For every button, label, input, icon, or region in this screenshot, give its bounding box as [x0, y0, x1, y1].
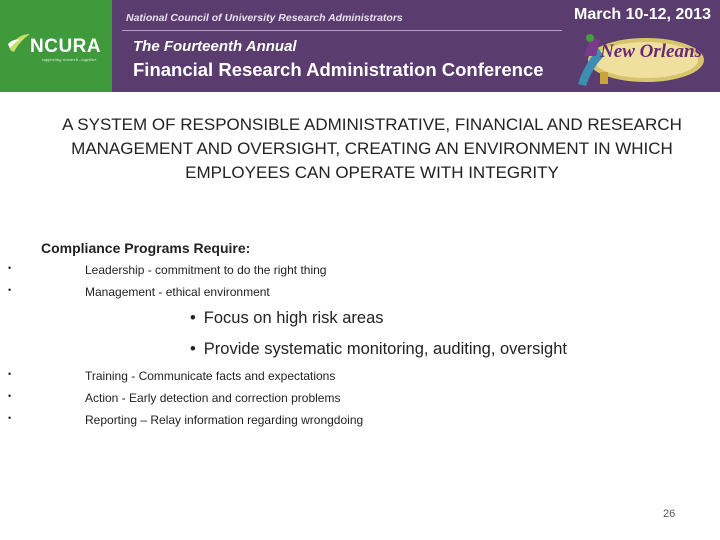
header-divider — [122, 30, 562, 31]
list-item — [0, 391, 700, 411]
bullet-icon: • — [8, 285, 12, 295]
conference-banner — [0, 0, 720, 92]
bullet-icon: • — [8, 391, 12, 401]
logo-tagline: supporting research...together — [42, 57, 97, 62]
new-orleans-lettering: New Orleans — [600, 41, 702, 62]
bullet-icon: • — [190, 340, 196, 358]
bullet-icon: • — [8, 263, 12, 273]
sub-list-item — [190, 340, 567, 364]
conference-title: Financial Research Administration Conference — [133, 59, 544, 80]
slide-heading: A SYSTEM OF RESPONSIBLE ADMINISTRATIVE, FINANCIAL AND RESEARCH MANAGEMENT AND OVERSIGHT, CREATING AN ENVIRONMENT IN WHICH EMPLOYEES CAN OPERATE WITH INTEGRITY — [62, 115, 682, 182]
conference-dates: March 10-12, 2013 — [574, 6, 711, 23]
ncura-logo — [0, 0, 112, 92]
list-item — [0, 263, 700, 283]
list-item-text: Reporting – Relay information regarding wrongdoing — [85, 413, 364, 427]
list-item — [0, 369, 700, 389]
intro-label: Compliance Programs Require: — [41, 240, 251, 256]
conference-subtitle: The Fourteenth Annual — [133, 38, 297, 55]
sub-list-item — [190, 309, 384, 333]
leaf-swoosh-icon — [6, 30, 32, 56]
sub-list-item-text: Focus on high risk areas — [203, 309, 384, 327]
sub-list-item-text: Provide systematic monitoring, auditing, oversight — [203, 340, 567, 358]
list-item-text: Management - ethical environment — [85, 285, 270, 299]
bullet-icon: • — [8, 369, 12, 379]
list-item — [0, 285, 700, 305]
list-item-text: Leadership - commitment to do the right thing — [85, 263, 327, 277]
logo-text: NCURA — [30, 36, 102, 57]
page-number: 26 — [663, 508, 676, 520]
list-item-text: Action - Early detection and correction problems — [85, 391, 341, 405]
bullet-icon: • — [190, 309, 196, 327]
list-item — [0, 413, 700, 433]
organization-name: National Council of University Research Administrators — [126, 12, 403, 24]
bullet-icon: • — [8, 413, 12, 423]
list-item-text: Training - Communicate facts and expectations — [85, 369, 336, 383]
